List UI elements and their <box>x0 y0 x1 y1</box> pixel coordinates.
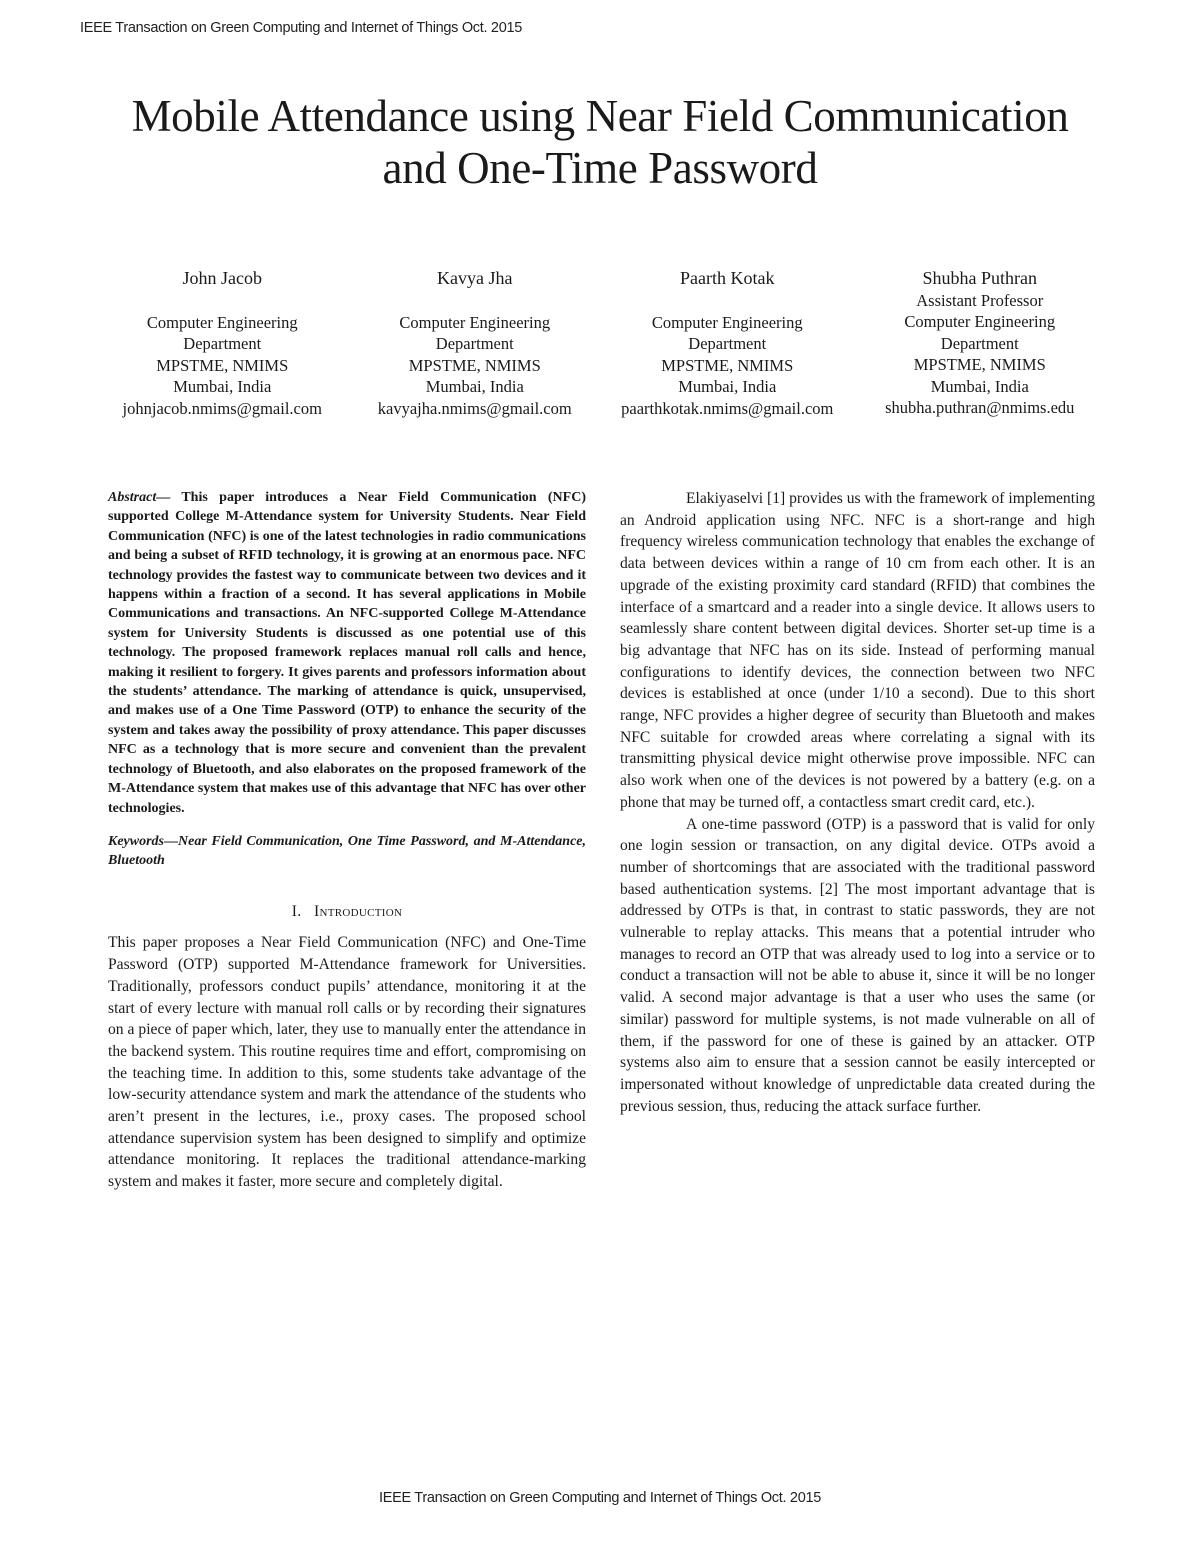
author-card-john-jacob <box>96 268 349 419</box>
author-role: Assistant Professor <box>916 290 1044 310</box>
author-institution: MPSTME, NMIMS <box>661 355 794 375</box>
running-header: IEEE Transaction on Green Computing and Internet of Things Oct. 2015 <box>80 20 522 36</box>
author-department: Computer Engineering <box>399 312 551 332</box>
author-name: Kavya Jha <box>437 268 513 288</box>
author-department: Computer Engineering <box>651 312 803 332</box>
section-title: Introduction <box>314 902 403 920</box>
author-institution: MPSTME, NMIMS <box>408 355 541 375</box>
section-heading-introduction <box>108 901 586 923</box>
intro-paragraph-1: This paper proposes a Near Field Communication (NFC) and One-Time Password (OTP) supported M-Attendance framework for Universities. Traditionally, professors conduct pupils’ attendance, monitoring it at the start of every lecture with manual roll calls or by recording their signatures on a piece of paper which, later, they use to manually enter the attendance in the backend system. This routine requires time and effort, compromising on the teaching time. In addition to this, some students take advantage of the low-security attendance system and mark the attendance of the students who aren’t present in the lectures, i.e., proxy cases. The proposed school attendance supervision system has been designed to simplify and optimize attendance monitoring. It replaces the traditional attendance-marking system and makes it faster, more secure and completely digital. <box>108 934 586 1191</box>
keywords <box>108 832 586 871</box>
author-name: John Jacob <box>182 268 262 288</box>
author-location: Mumbai, India <box>678 377 777 396</box>
abstract-text: This paper introduces a Near Field Communication (NFC) supported College M-Attendance system for University Students. Near Field Communication (NFC) is one of the latest technologies in radio communications and being a subset of RFID technology, it is growing at an enormous pace. NFC technology provides the fastest way to communicate between two devices and it happens within a fraction of a second. It has several applications in Mobile Communications and transactions. An NFC-supported College M-Attendance system for University Students is discussed as one potential use of this technology. The proposed framework replaces manual roll calls and hence, making it resilient to forgery. It gives parents and professors information about the students’ attendance. The marking of attendance is quick, unsupervised, and makes use of a One Time Password (OTP) to enhance the security of the system and takes away the possibility of proxy attendance. This paper discusses NFC as a technology that is more secure and convenient than the prevalent technology of Bluetooth, and also elaborates on the proposed framework of the M-Attendance system that makes use of this advantage that NFC has over other technologies. <box>108 490 586 816</box>
keywords-label: Keywords— <box>108 833 178 849</box>
section-number: I. <box>291 902 302 920</box>
author-institution: MPSTME, NMIMS <box>913 355 1046 374</box>
author-department: Computer Engineering <box>904 312 1056 331</box>
author-location: Mumbai, India <box>173 377 272 396</box>
author-block <box>96 268 1106 419</box>
author-card-paarth-kotak <box>601 268 854 419</box>
author-email: paarthkotak.nmims@gmail.com <box>621 398 834 418</box>
author-card-kavya-jha <box>349 268 602 419</box>
right-column <box>620 488 1095 1117</box>
abstract-dash: — <box>156 490 182 505</box>
author-email: kavyajha.nmims@gmail.com <box>377 398 572 418</box>
abstract-label: Abstract <box>108 490 157 505</box>
intro-paragraph-2: Elakiyaselvi [1] provides us with the framework of implementing an Android application using NFC. NFC is a short-range and high frequency wireless communication technology that enables the exchange of data between devices within a range of 10 cm from each other. It is an upgrade of the existing proximity card standard (RFID) that combines the interface of a smartcard and a reader into a single device. It allows users to seamlessly share content between digital devices. Shorter set-up time is a big advantage that NFC has on its side. Instead of performing manual configurations to identify devices, the connection between two NFC devices is established at once (under 1/10 a second). Due to this short range, NFC provides a higher degree of security than Bluetooth and makes NFC suitable for crowded areas where correlating a signal with its transmitting physical device might otherwise prove impossible. NFC can also work when one of the devices is not powered by a battery (e.g. on a phone that may be turned off, a contactless smart credit card, etc.). <box>620 490 1095 811</box>
running-footer: IEEE Transaction on Green Computing and Internet of Things Oct. 2015 <box>379 1490 821 1506</box>
author-department-suffix: Department <box>435 334 514 353</box>
author-department: Computer Engineering <box>146 312 298 332</box>
author-location: Mumbai, India <box>930 376 1029 396</box>
paper-title <box>60 90 1140 194</box>
author-email: johnjacob.nmims@gmail.com <box>122 398 322 418</box>
intro-paragraph-3: A one-time password (OTP) is a password that is valid for only one login session or transaction, on any digital device. OTPs avoid a number of shortcomings that are associated with the traditional password based authentication systems. [2] The most important advantage that is addressed by OTPs is that, in contrast to static passwords, they are not vulnerable to replay attacks. This means that a potential intruder who manages to record an OTP that was already used to log into a service or to conduct a transaction will not be able to abuse it, since it will be no longer valid. A second major advantage is that a user who uses the same (or similar) password for multiple systems, is not made vulnerable on all of them, if the password for one of these is gained by an attacker. OTP systems also aim to ensure that a session cannot be easily intercepted or impersonated without knowledge of unpredictable data created during the previous session, thus, reducing the attack surface further. <box>620 815 1095 1115</box>
author-name: Shubha Puthran <box>922 268 1037 288</box>
title-line-1: Mobile Attendance using Near Field Communication <box>131 91 1069 141</box>
author-department-suffix: Department <box>688 334 767 353</box>
author-email: shubha.puthran@nmims.edu <box>885 398 1075 417</box>
abstract <box>108 488 586 818</box>
author-location: Mumbai, India <box>425 377 524 396</box>
author-department-suffix: Department <box>183 334 262 353</box>
left-column <box>108 488 586 1193</box>
title-line-2: and One-Time Password <box>382 143 818 193</box>
author-department-suffix: Department <box>940 333 1019 353</box>
author-name: Paarth Kotak <box>680 268 775 288</box>
keywords-text: Near Field Communication, One Time Password, and M-Attendance, Bluetooth <box>108 833 586 869</box>
author-card-shubha-puthran <box>854 268 1107 419</box>
author-institution: MPSTME, NMIMS <box>156 355 289 375</box>
